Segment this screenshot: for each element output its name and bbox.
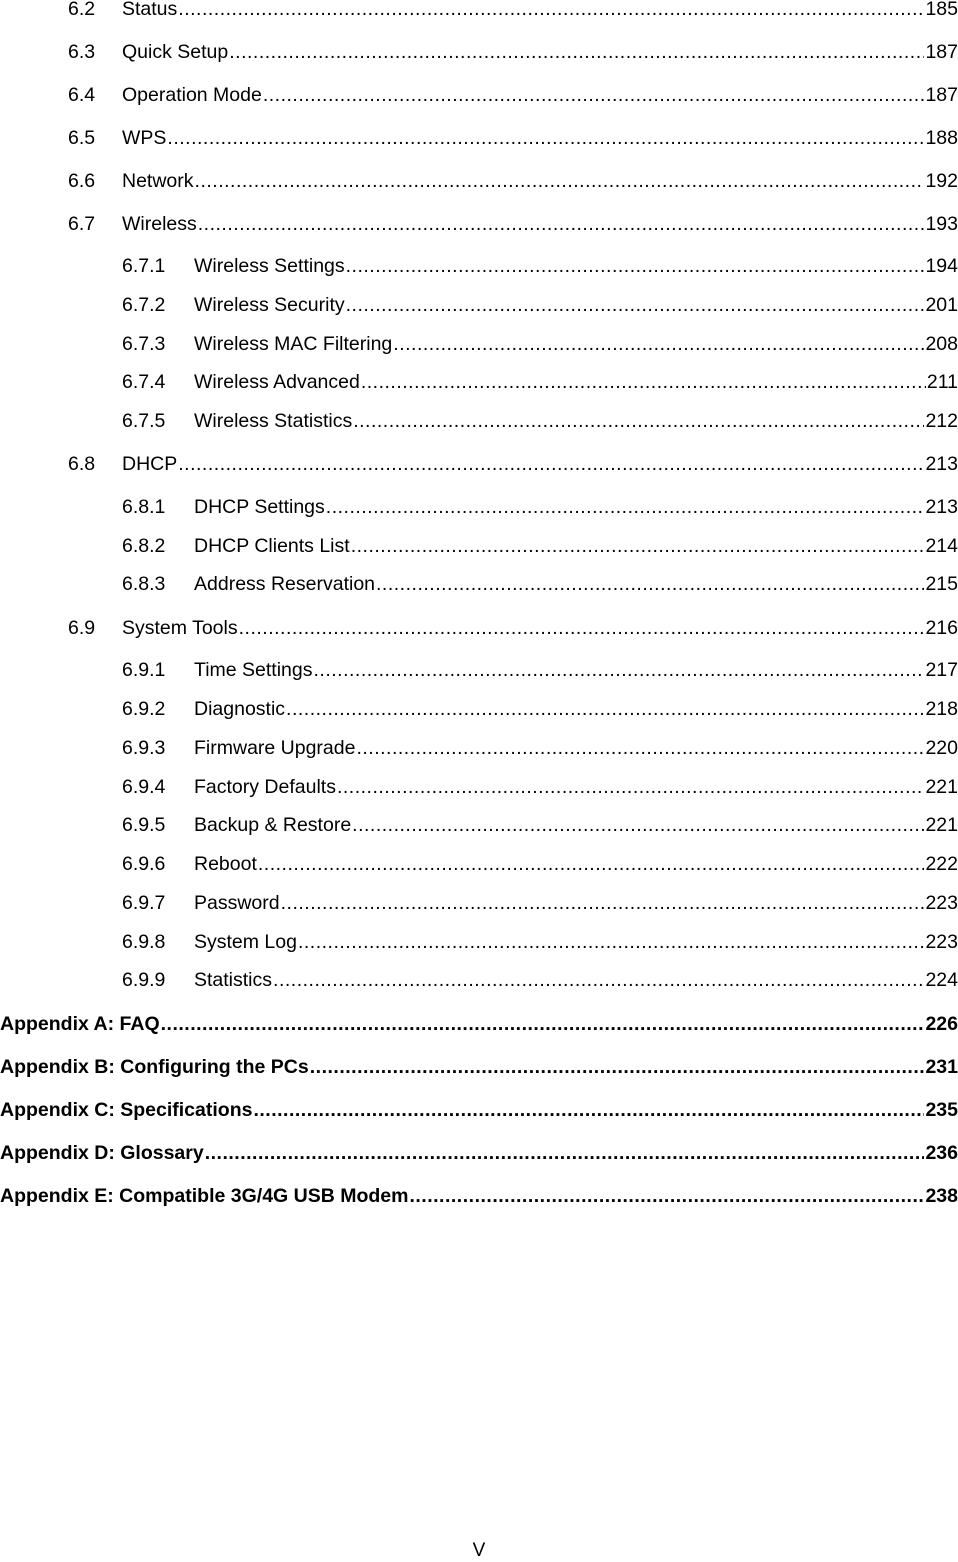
dot-leader: [356, 736, 924, 760]
toc-entry[interactable]: [0, 169, 958, 193]
dot-leader: [337, 775, 924, 799]
toc-entry[interactable]: [0, 658, 958, 682]
toc-entry[interactable]: [0, 616, 958, 640]
toc-entry[interactable]: [0, 813, 958, 837]
toc-entry[interactable]: [0, 293, 958, 317]
toc-entry[interactable]: [0, 891, 958, 915]
dot-leader: [281, 891, 925, 915]
toc-appendix-entry[interactable]: [0, 1012, 958, 1036]
toc-entry[interactable]: [0, 452, 958, 476]
toc-entry-number: 6.6: [68, 170, 96, 192]
toc-entry-page: 220: [925, 737, 958, 759]
toc-entry-number: 6.9.3: [122, 737, 166, 759]
toc-entry-page: 211: [926, 371, 958, 393]
dot-leader: [326, 495, 925, 519]
toc-entry[interactable]: [0, 212, 958, 236]
toc-entry[interactable]: [0, 736, 958, 760]
toc-entry-page: 192: [925, 170, 958, 192]
toc-entry-title: Firmware Upgrade: [194, 737, 356, 759]
toc-entry-number: 6.8: [68, 453, 96, 475]
toc-entry-page: 187: [925, 41, 958, 63]
toc-entry-page: 218: [925, 698, 958, 720]
toc-entry-title: Diagnostic: [194, 698, 286, 720]
toc-entry-title: System Log: [194, 931, 297, 953]
toc-entry[interactable]: [0, 254, 958, 278]
toc-entry-title: DHCP: [122, 453, 178, 475]
toc-entry-number: 6.8.3: [122, 573, 166, 595]
dot-leader: [178, 0, 924, 21]
toc-entry[interactable]: [0, 775, 958, 799]
toc-entry-title: Backup & Restore: [194, 814, 352, 836]
toc-entry[interactable]: [0, 40, 958, 64]
toc-entry-page: 221: [925, 776, 958, 798]
toc-entry-number: 6.9.1: [122, 659, 166, 681]
toc-entry[interactable]: [0, 534, 958, 558]
toc-entry[interactable]: [0, 852, 958, 876]
toc-entry-page: 208: [925, 333, 958, 355]
toc-entry-title: Appendix D: Glossary: [0, 1142, 204, 1164]
toc-entry-page: 216: [925, 617, 958, 639]
toc-entry-number: 6.9.8: [122, 931, 166, 953]
toc-entry-number: 6.7.2: [122, 294, 166, 316]
toc-entry-number: 6.7.3: [122, 333, 166, 355]
toc-entry-number: 6.9: [68, 617, 96, 639]
toc-entry-number: 6.5: [68, 127, 96, 149]
toc-entry-number: 6.8.2: [122, 535, 166, 557]
dot-leader: [346, 293, 925, 317]
toc-entry-title: Appendix C: Specifications: [0, 1099, 253, 1121]
toc-entry-page: 201: [925, 294, 958, 316]
toc-entry[interactable]: [0, 697, 958, 721]
toc-entry-number: 6.8.1: [122, 496, 166, 518]
toc-entry-title: Statistics: [194, 969, 273, 991]
toc-entry-title: Address Reservation: [194, 573, 376, 595]
toc-entry[interactable]: [0, 409, 958, 433]
dot-leader: [409, 1184, 924, 1208]
dot-leader: [178, 452, 924, 476]
toc-entry-page: 215: [925, 573, 958, 595]
toc-entry-number: 6.9.9: [122, 969, 166, 991]
dot-leader: [229, 40, 924, 64]
dot-leader: [376, 572, 924, 596]
toc-entry[interactable]: [0, 332, 958, 356]
page-number: V: [472, 1540, 486, 1561]
toc-entry[interactable]: [0, 572, 958, 596]
toc-appendix-entry[interactable]: [0, 1055, 958, 1079]
toc-entry-title: Operation Mode: [122, 84, 262, 106]
dot-leader: [352, 813, 924, 837]
toc-entry-title: Appendix A: FAQ: [0, 1013, 160, 1035]
toc-entry-number: 6.4: [68, 84, 96, 106]
toc-entry-title: Appendix B: Configuring the PCs: [0, 1056, 309, 1078]
toc-entry-page: 236: [925, 1142, 958, 1164]
dot-leader: [258, 852, 925, 876]
toc-entry-page: 193: [925, 213, 958, 235]
toc-entry-number: 6.3: [68, 41, 96, 63]
toc-entry-title: WPS: [122, 127, 167, 149]
toc-entry-page: 222: [925, 853, 958, 875]
dot-leader: [298, 930, 924, 954]
toc-entry-number: 6.9.4: [122, 776, 166, 798]
toc-appendix-entry[interactable]: [0, 1141, 958, 1165]
toc-entry-title: Time Settings: [194, 659, 313, 681]
toc-entry-page: 217: [925, 659, 958, 681]
toc-entry-number: 6.7.5: [122, 410, 166, 432]
toc-entry-page: 231: [925, 1056, 958, 1078]
toc-entry-title: DHCP Clients List: [194, 535, 350, 557]
dot-leader: [286, 697, 924, 721]
toc-entry-title: DHCP Settings: [194, 496, 325, 518]
toc-entry-page: 188: [925, 127, 958, 149]
toc-entry-page: 194: [925, 255, 958, 277]
toc-entry-number: 6.7: [68, 213, 96, 235]
dot-leader: [310, 1055, 925, 1079]
toc-entry-title: Network: [122, 170, 194, 192]
toc-entry-title: Quick Setup: [122, 41, 229, 63]
toc-entry[interactable]: [0, 370, 958, 394]
toc-entry-number: 6.9.6: [122, 853, 166, 875]
toc-entry-number: 6.9.2: [122, 698, 166, 720]
toc-entry[interactable]: [0, 126, 958, 150]
toc-entry-title: Wireless Security: [194, 294, 345, 316]
toc-entry-page: 238: [925, 1185, 958, 1207]
toc-entry-page: 213: [925, 453, 958, 475]
toc-entry-title: Password: [194, 892, 280, 914]
toc-entry-title: Wireless: [122, 213, 197, 235]
toc-entry-title: Wireless MAC Filtering: [194, 333, 393, 355]
toc-entry-page: 223: [925, 892, 958, 914]
dot-leader: [346, 254, 925, 278]
toc-entry[interactable]: [0, 968, 958, 992]
toc-entry-title: Factory Defaults: [194, 776, 336, 798]
toc-entry-number: 6.2: [68, 0, 96, 20]
toc-entry[interactable]: [0, 930, 958, 954]
toc-entry-page: 213: [925, 496, 958, 518]
toc-entry-title: System Tools: [122, 617, 238, 639]
toc-entry-page: 221: [925, 814, 958, 836]
toc-entry-title: Appendix E: Compatible 3G/4G USB Modem: [0, 1185, 409, 1207]
toc-entry[interactable]: [0, 0, 958, 21]
dot-leader: [198, 212, 925, 236]
toc-entry-number: 6.9.5: [122, 814, 166, 836]
dot-leader: [273, 968, 924, 992]
toc-entry-page: 235: [925, 1099, 958, 1121]
toc-entry-title: Wireless Statistics: [194, 410, 353, 432]
toc-entry-title: Wireless Settings: [194, 255, 345, 277]
toc-entry-number: 6.7.1: [122, 255, 166, 277]
dot-leader: [263, 83, 925, 107]
toc-entry-page: 224: [925, 969, 958, 991]
toc-entry-page: 212: [925, 410, 958, 432]
dot-leader: [353, 409, 924, 433]
toc-appendix-entry[interactable]: [0, 1098, 958, 1122]
toc-entry[interactable]: [0, 83, 958, 107]
toc-entry-page: 214: [925, 535, 958, 557]
toc-entry-title: Wireless Advanced: [194, 371, 360, 393]
dot-leader: [195, 169, 925, 193]
dot-leader: [161, 1012, 925, 1036]
toc-entry-page: 226: [925, 1013, 958, 1035]
toc-entry-page: 185: [925, 0, 958, 20]
toc-entry-title: Reboot: [194, 853, 257, 875]
dot-leader: [239, 616, 925, 640]
dot-leader: [314, 658, 925, 682]
toc-entry-title: Status: [122, 0, 178, 20]
toc-appendix-entry[interactable]: [0, 1184, 958, 1208]
dot-leader: [361, 370, 926, 394]
toc-entry-page: 223: [925, 931, 958, 953]
toc-entry-number: 6.9.7: [122, 892, 166, 914]
toc-entry-number: 6.7.4: [122, 371, 166, 393]
toc-entry[interactable]: [0, 495, 958, 519]
dot-leader: [253, 1098, 924, 1122]
dot-leader: [205, 1141, 925, 1165]
dot-leader: [351, 534, 925, 558]
toc-entry-page: 187: [925, 84, 958, 106]
dot-leader: [167, 126, 924, 150]
dot-leader: [393, 332, 924, 356]
